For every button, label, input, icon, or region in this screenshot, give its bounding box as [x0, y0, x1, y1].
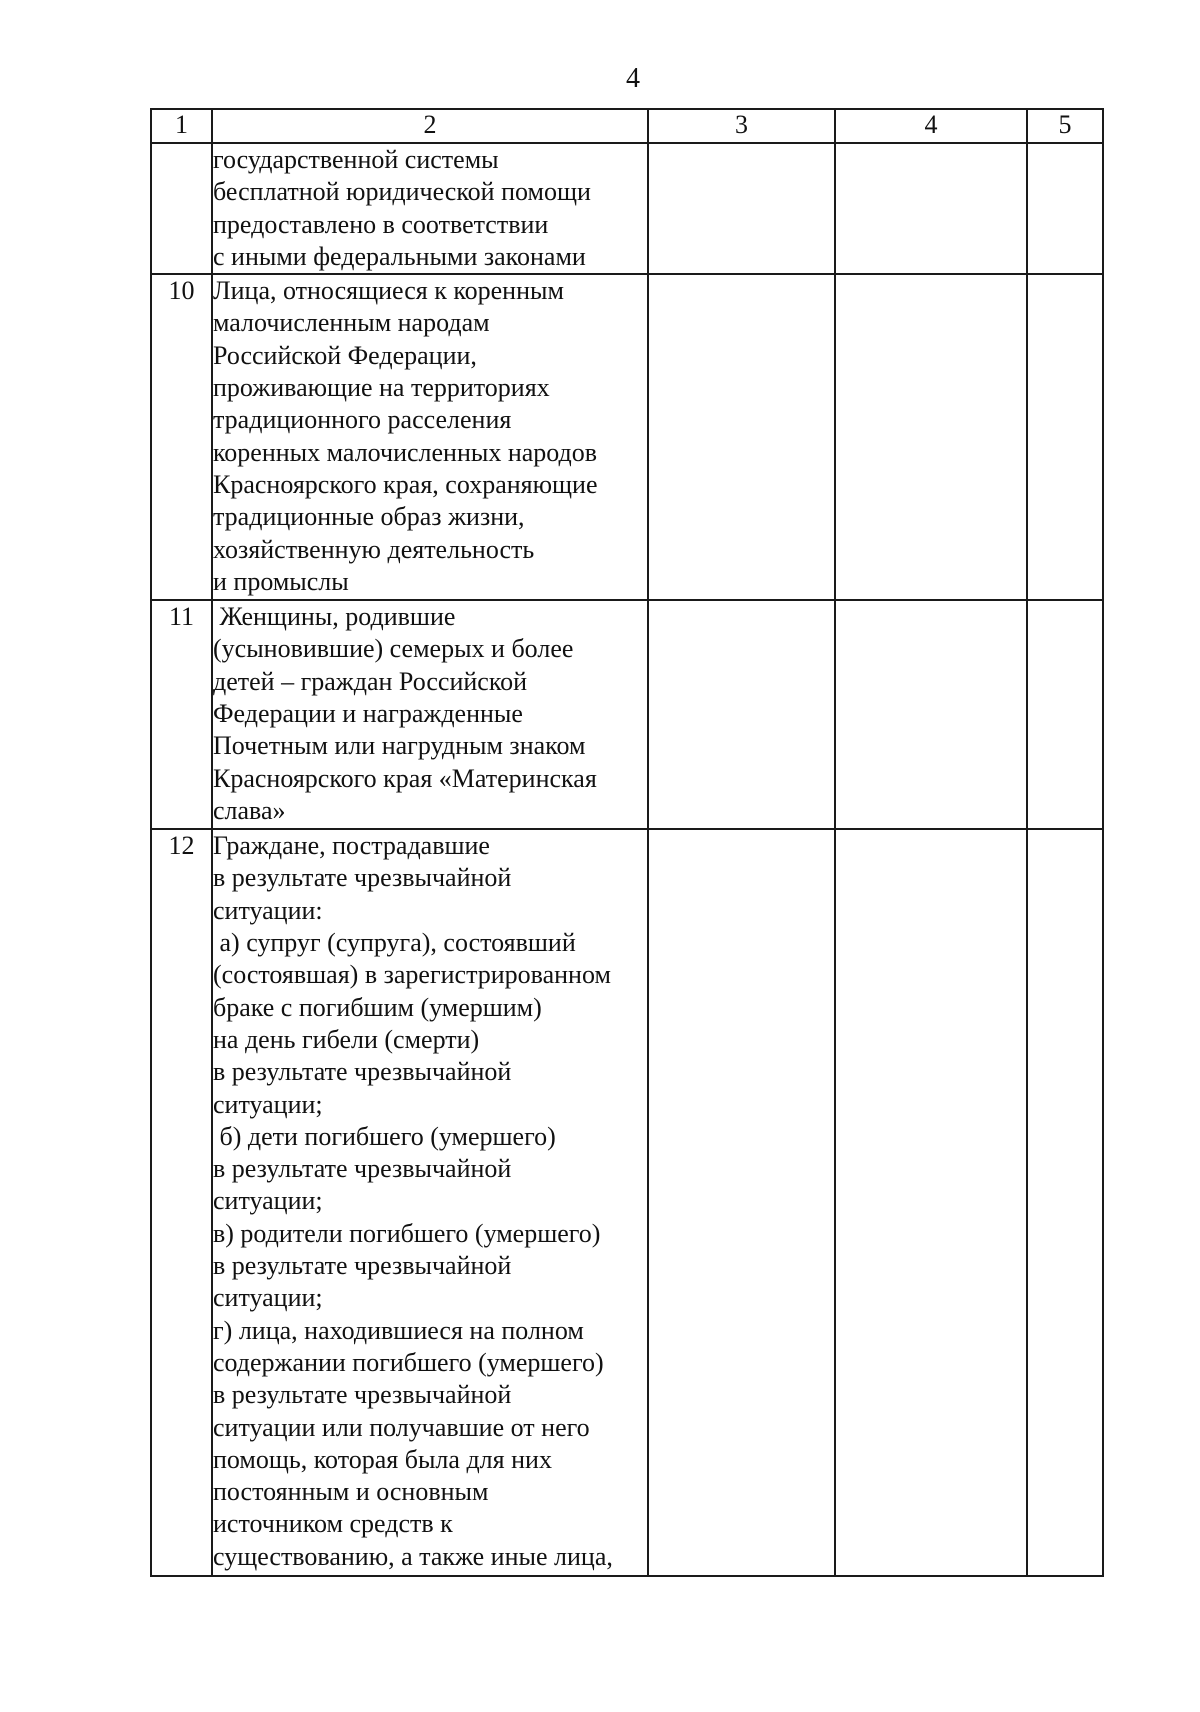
description-line: в результате чрезвычайной	[213, 1251, 512, 1281]
description-line: бесплатной юридической помощи	[213, 177, 591, 207]
description-line: Российской Федерации,	[213, 340, 477, 370]
row-cell-3	[648, 829, 835, 1576]
description-line: в результате чрезвычайной	[213, 863, 512, 893]
description-line: традиционного расселения	[213, 405, 512, 435]
table-row	[151, 600, 1103, 829]
row-number	[151, 143, 212, 274]
column-header-4: 4	[835, 109, 1027, 143]
column-header-1: 1	[151, 109, 212, 143]
document-table	[150, 108, 1104, 1577]
description-line: ситуации:	[213, 895, 323, 925]
description-line: помощь, которая была для них	[213, 1444, 552, 1474]
row-cell-4	[835, 829, 1027, 1576]
page-number: 4	[626, 63, 640, 94]
description-line: (состоявшая) в зарегистрированном	[213, 960, 611, 990]
description-line: в результате чрезвычайной	[213, 1380, 512, 1410]
row-cell-5	[1027, 143, 1103, 274]
row-cell-5	[1027, 600, 1103, 829]
description-line: и промыслы	[213, 566, 349, 596]
table-header-row	[151, 109, 1103, 143]
description-line: браке с погибшим (умершим)	[213, 992, 542, 1022]
description-line: постоянным и основным	[213, 1477, 489, 1507]
description-line: в результате чрезвычайной	[213, 1154, 512, 1184]
row-description	[212, 274, 648, 600]
description-line: Женщины, родившие	[213, 602, 456, 632]
description-line: г) лица, находившиеся на полном	[213, 1315, 584, 1345]
description-line: традиционные образ жизни,	[213, 502, 525, 532]
column-header-3: 3	[648, 109, 835, 143]
row-description	[212, 600, 648, 829]
row-cell-5	[1027, 829, 1103, 1576]
column-header-5: 5	[1027, 109, 1103, 143]
table-row	[151, 829, 1103, 1576]
description-line: слава»	[213, 795, 286, 825]
description-line: предоставлено в соответствии	[213, 209, 549, 239]
description-line: в) родители погибшего (умершего)	[213, 1218, 601, 1248]
description-line: малочисленным народам	[213, 308, 490, 338]
description-line: ситуации или получавшие от него	[213, 1412, 590, 1442]
row-cell-4	[835, 600, 1027, 829]
description-line: хозяйственную деятельность	[213, 534, 535, 564]
row-cell-4	[835, 274, 1027, 600]
description-line: ситуации;	[213, 1186, 323, 1216]
column-header-2: 2	[212, 109, 648, 143]
row-number: 10	[151, 274, 212, 600]
row-cell-3	[648, 143, 835, 274]
description-line: с иными федеральными законами	[213, 241, 586, 271]
row-cell-3	[648, 274, 835, 600]
description-line: Красноярского края «Материнская	[213, 763, 597, 793]
row-description	[212, 143, 648, 274]
row-cell-5	[1027, 274, 1103, 600]
description-line: содержании погибшего (умершего)	[213, 1347, 604, 1377]
row-description	[212, 829, 648, 1576]
row-number: 11	[151, 600, 212, 829]
description-line: детей – граждан Российской	[213, 666, 528, 696]
row-cell-3	[648, 600, 835, 829]
description-line: Федерации и награжденные	[213, 699, 523, 729]
description-line: б) дети погибшего (умершего)	[213, 1121, 556, 1151]
description-line: (усыновившие) семерых и более	[213, 634, 574, 664]
description-line: коренных малочисленных народов	[213, 437, 598, 467]
description-line: Лица, относящиеся к коренным	[213, 276, 564, 306]
table-row	[151, 143, 1103, 274]
description-line: ситуации;	[213, 1283, 323, 1313]
description-line: источником средств к	[213, 1509, 453, 1539]
description-line: ситуации;	[213, 1089, 323, 1119]
description-line: Почетным или нагрудным знаком	[213, 731, 586, 761]
description-line: Граждане, пострадавшие	[213, 831, 490, 861]
row-number: 12	[151, 829, 212, 1576]
description-line: Красноярского края, сохраняющие	[213, 469, 598, 499]
row-cell-4	[835, 143, 1027, 274]
description-line: проживающие на территориях	[213, 373, 550, 403]
description-line: в результате чрезвычайной	[213, 1057, 512, 1087]
description-line: государственной системы	[213, 145, 499, 174]
table-row	[151, 274, 1103, 600]
description-line: существованию, а также иные лица,	[213, 1541, 613, 1571]
description-line: а) супруг (супруга), состоявший	[213, 928, 576, 958]
description-line: на день гибели (смерти)	[213, 1024, 480, 1054]
